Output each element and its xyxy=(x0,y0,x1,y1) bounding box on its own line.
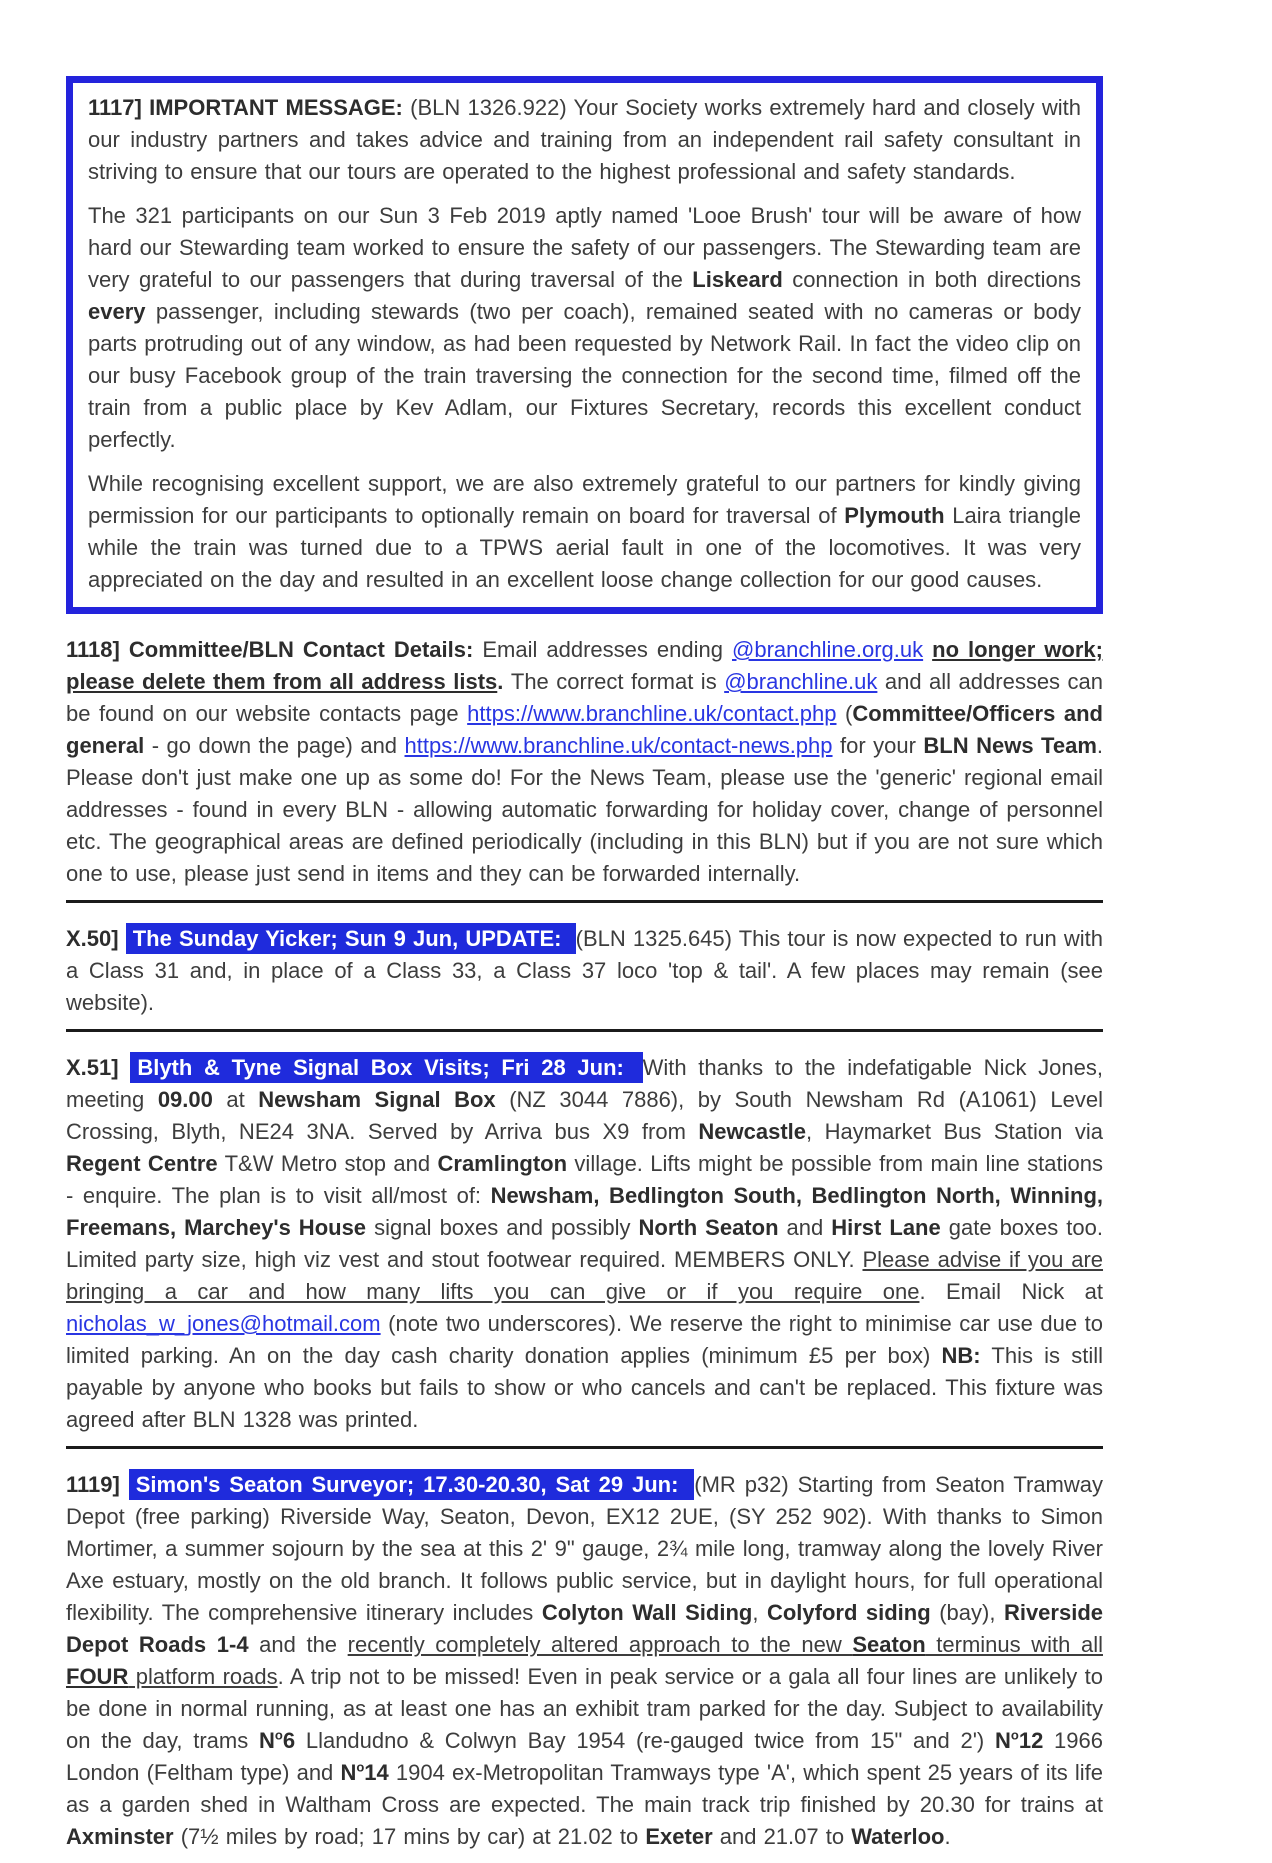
important-message-paragraph-2 xyxy=(88,200,1081,456)
important-message-box xyxy=(66,76,1103,614)
text-run: signal boxes and possibly xyxy=(366,1215,639,1240)
text-run: 1966 London (Feltham type) and xyxy=(66,1728,1104,1785)
text-run: Laira triangle while the train was turned due to a TPWS aerial fault in one of the locomotives. It was very appreciated on the day and resulted in an excellent loose change collection for our good causes. xyxy=(88,503,1081,592)
text-run: Colyford siding xyxy=(766,1600,931,1625)
text-run: ( xyxy=(836,701,853,726)
text-run: , Haymarket Bus Station via xyxy=(806,1119,1103,1144)
section-1118-contact-details xyxy=(66,634,1103,890)
text-run: (note two underscores). We reserve the right to minimise car use due to limited parking. An on the day cash charity donation applies (minimum £5 per box) xyxy=(66,1311,1103,1368)
text-run: BLN News Team xyxy=(923,733,1097,758)
text-run: recently completely altered approach to the new xyxy=(347,1632,853,1657)
text-run: This is still payable by anyone who books but fails to show or who cancels and can't be replaced. This fixture was agreed after BLN 1328 was printed. xyxy=(66,1343,1103,1432)
text-run: Newsham Signal Box xyxy=(258,1087,496,1112)
text-run: Waterloo xyxy=(851,1824,945,1849)
text-run: . A trip not to be missed! Even in peak service or a gala all four lines are unlikely to be done in normal running, as at least one has an exhibit tram parked for the day. Subject to availability on the day, trams xyxy=(66,1664,1103,1753)
text-run: 12 xyxy=(1018,1728,1044,1753)
text-run: Newsham, Bedlington South, Bedlington North, Winning, Freemans, Marchey's House xyxy=(66,1183,1104,1240)
text-run: The 321 participants on our Sun 3 Feb 2019 aptly named 'Looe Brush' tour will be aware of how hard our Stewarding team worked to ensure the safety of our passengers. The Stewarding team are very grateful to our passengers that during traversal of the xyxy=(88,203,1081,292)
text-run: 1904 ex-Metropolitan Tramways type 'A', which spent 25 years of its life as a garden shed in Waltham Cross are expected. The main track trip finished by 20.30 for trains at xyxy=(66,1760,1103,1817)
text-run: Please advise if you are bringing a car and how many lifts you can give or if you require one xyxy=(66,1247,1104,1304)
text-run: and 21.07 to xyxy=(712,1824,852,1849)
text-run: passenger, including stewards (two per coach), remained seated with no cameras or body parts protruding out of any window, as had been requested by Network Rail. In fact the video clip on our busy Facebook group of the train traversing the connection for the second time, filmed off the train from a public place by Kev Adlam, our Fixtures Secretary, records this excellent conduct perfectly. xyxy=(88,299,1081,452)
text-run: Colyton Wall Siding xyxy=(541,1600,753,1625)
text-run: and xyxy=(778,1215,832,1240)
text-run: Regent Centre xyxy=(66,1151,218,1176)
text-run: NB: xyxy=(941,1343,981,1368)
text-run: Committee/Officers and general xyxy=(66,701,1103,758)
section-x51-blyth-tyne-visits xyxy=(66,1052,1103,1436)
text-run: Liskeard xyxy=(692,267,783,292)
text-run: The correct format is xyxy=(510,669,725,694)
text-run: Plymouth xyxy=(844,503,945,528)
text-run: platform roads xyxy=(128,1664,278,1689)
text-run: . Please don't just make one up as some do! For the News Team, please use the 'generic' regional email addresses - found in every BLN - allowing automatic forwarding for holiday cover, change of personnel etc. The geographical areas are defined periodically (including in this BLN) but if you are not sure which one to use, please just send in items and they can be forwarded internally. xyxy=(66,733,1104,886)
text-run: (MR p32) Starting from Seaton Tramway Depot (free parking) Riverside Way, Seaton, Devon, EX12 2UE, (SY 252 902). With thanks to Simon Mortimer, a summer sojourn by the sea at this 2' 9" gauge, 2¾ mile long, tramway along the lovely River Axe estuary, mostly on the old branch. It follows public service, but in daylight hours, for full operational flexibility. The comprehensive itinerary includes xyxy=(66,1472,1104,1625)
highlighted-heading: The Sunday Yicker; Sun 9 Jun, UPDATE: xyxy=(126,923,576,954)
text-run: Llandudno & Colwyn Bay 1954 (re-gauged twice from 15" and 2') xyxy=(295,1728,995,1753)
contact-php-link[interactable]: https://www.branchline.uk/contact.php xyxy=(467,701,837,726)
text-run: 1119] xyxy=(66,1472,129,1497)
branchline-org-uk-link[interactable]: @branchline.org.uk xyxy=(732,637,924,662)
highlighted-heading: Blyth & Tyne Signal Box Visits; Fri 28 Jun: xyxy=(130,1052,642,1083)
highlighted-heading: Simon's Seaton Surveyor; 17.30-20.30, Sat 29 Jun: xyxy=(129,1469,695,1500)
text-run: village. Lifts might be possible from main line stations - enquire. The plan is to visit all/most of: xyxy=(66,1151,1103,1208)
text-run: Exeter xyxy=(645,1824,713,1849)
branchline-uk-link[interactable]: @branchline.uk xyxy=(724,669,878,694)
text-run: FOUR xyxy=(66,1664,129,1689)
page-content xyxy=(66,76,1103,1863)
text-run: Axminster xyxy=(66,1824,174,1849)
text-run: 14 xyxy=(364,1760,389,1785)
important-message-paragraph-1 xyxy=(88,92,1081,188)
text-run: 09.00 xyxy=(157,1087,213,1112)
text-run: (bay), xyxy=(930,1600,1004,1625)
text-run: While recognising excellent support, we are also extremely grateful to our partners for kindly giving permission for our participants to optionally remain on board for traversal of xyxy=(88,471,1081,528)
text-run: and the xyxy=(248,1632,348,1657)
section-divider xyxy=(66,900,1103,903)
text-run: X.50] xyxy=(66,926,126,951)
text-run: 1118] Committee/BLN Contact Details: xyxy=(66,637,483,662)
text-run xyxy=(923,637,932,662)
text-run: - go down the page) and xyxy=(144,733,405,758)
text-run: terminus with all xyxy=(925,1632,1103,1657)
important-message-paragraph-3 xyxy=(88,468,1081,596)
text-run: . Email Nick at xyxy=(919,1279,1104,1304)
text-run: (BLN 1326.922) Your Society works extremely hard and closely with our industry partners and takes advice and training from an independent rail safety consultant in striving to ensure that our tours are operated to the highest professional and safety standards. xyxy=(88,95,1081,184)
text-run: Cramlington xyxy=(437,1151,568,1176)
text-run: o xyxy=(1010,1727,1019,1743)
text-run: (7½ miles by road; 17 mins by car) at 21.02 to xyxy=(173,1824,646,1849)
contact-news-php-link[interactable]: https://www.branchline.uk/contact-news.php xyxy=(404,733,833,758)
text-run: . xyxy=(944,1824,951,1849)
text-run: X.51] xyxy=(66,1055,131,1080)
text-run: 1117] IMPORTANT MESSAGE: xyxy=(88,95,411,120)
text-run: Newcastle xyxy=(698,1119,807,1144)
text-run: , xyxy=(752,1600,767,1625)
section-divider xyxy=(66,1029,1103,1032)
text-run: o xyxy=(274,1727,283,1743)
text-run: (NZ 3044 7886), by South Newsham Rd (A1061) Level Crossing, Blyth, NE24 3NA. Served by Arriva bus X9 from xyxy=(66,1087,1103,1144)
nick-jones-email-link[interactable]: nicholas_w_jones@hotmail.com xyxy=(66,1311,381,1336)
text-run: T&W Metro stop and xyxy=(217,1151,438,1176)
section-x50-sunday-yicker xyxy=(66,923,1103,1019)
text-run: and all addresses can be found on our website contacts page xyxy=(66,669,1104,726)
text-run: at xyxy=(212,1087,259,1112)
text-run: N xyxy=(340,1760,357,1785)
text-run: gate boxes too. Limited party size, high viz vest and stout footwear required. MEMBERS ONLY. xyxy=(66,1215,1103,1272)
text-run: N xyxy=(259,1728,275,1753)
text-run: o xyxy=(356,1759,365,1775)
text-run: no longer work; xyxy=(932,637,1103,662)
text-run: . xyxy=(497,669,511,694)
text-run: please delete them from all address lists xyxy=(66,669,498,694)
text-run: Riverside Depot Roads 1-4 xyxy=(66,1600,1103,1657)
text-run: (BLN 1325.645) This tour is now expected to run with a Class 31 and, in place of a Class 33, a Class 37 loco 'top & tail'. A few places may remain (see website). xyxy=(66,926,1103,1015)
text-run: connection in both directions xyxy=(782,267,1081,292)
text-run: for your xyxy=(832,733,924,758)
text-run: Seaton xyxy=(852,1632,926,1657)
text-run: North Seaton xyxy=(638,1215,779,1240)
text-run: N xyxy=(994,1728,1011,1753)
text-run: Hirst Lane xyxy=(831,1215,941,1240)
text-run: every xyxy=(88,299,146,324)
text-run: Email addresses ending xyxy=(482,637,732,662)
section-divider xyxy=(66,1446,1103,1449)
section-1119-seaton-surveyor xyxy=(66,1469,1103,1853)
text-run: 6 xyxy=(282,1728,296,1753)
text-run: With thanks to the indefatigable Nick Jones, meeting xyxy=(66,1055,1103,1112)
